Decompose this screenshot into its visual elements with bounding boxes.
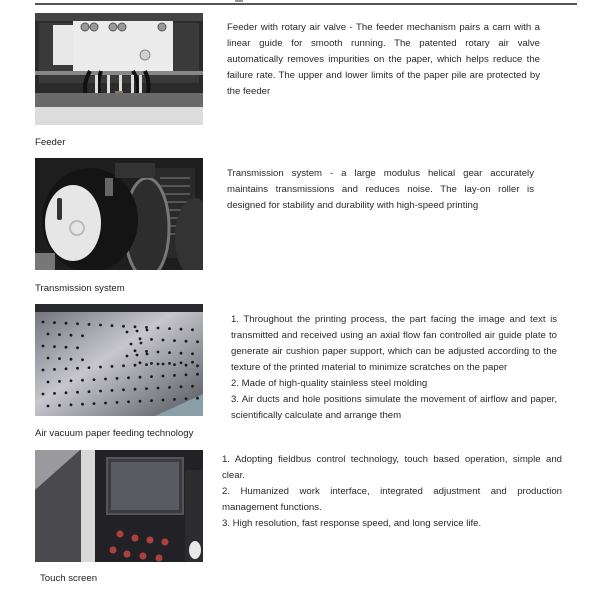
perforation-hole <box>58 333 61 336</box>
perforation-hole <box>139 376 142 379</box>
air-vacuum-photo <box>35 304 203 416</box>
transmission-photo <box>35 158 203 270</box>
touch-screen-point-2: 2. Humanized work interface, integrated adjustment and production management functions. <box>222 486 562 513</box>
perforation-hole <box>126 331 129 334</box>
perforation-hole <box>180 352 183 355</box>
perforation-hole <box>70 379 73 382</box>
perforation-hole <box>42 345 45 348</box>
perforation-hole <box>157 387 160 390</box>
perforation-hole <box>111 365 114 368</box>
perforation-hole <box>70 358 73 361</box>
perforation-hole <box>173 398 176 401</box>
feeder-photo <box>35 13 203 125</box>
perforation-hole <box>168 351 171 354</box>
perforation-hole <box>53 321 56 324</box>
perforation-hole <box>168 362 171 365</box>
perforation-hole <box>139 400 142 403</box>
feeder-description <box>227 20 540 100</box>
perforation-hole <box>53 392 56 395</box>
perforation-hole <box>76 391 79 394</box>
feeder-description-paragraph: Feeder with rotary air valve - The feeder mechanism pairs a cam with a linear guide for smooth running. The patented rotary air valve automatically removes impurities on the paper, which helps reduce the failure rate. The upper and lower limits of the paper pile are protected by the feeder <box>227 22 540 97</box>
perforation-hole <box>116 401 119 404</box>
perforation-hole <box>150 375 153 378</box>
perforation-hole <box>146 353 149 356</box>
perforation-hole <box>76 322 79 325</box>
perforation-hole <box>139 361 142 364</box>
perforation-hole <box>126 355 129 358</box>
perforation-hole <box>81 334 84 337</box>
perforation-hole <box>99 324 102 327</box>
perforation-hole <box>47 381 50 384</box>
perforation-hole <box>196 397 199 400</box>
touch-screen-caption: Touch screen <box>40 573 98 584</box>
perforation-hole <box>191 328 194 331</box>
perforation-hole <box>76 346 79 349</box>
air-vacuum-point-1: 1. Throughout the printing process, the part facing the image and text is transmitted and received using an axial flow fan controlled air guide plate to generate air cushion paper support, which can be adjusted according to the texture of the printed material to minimize scratches on the paper <box>231 314 557 373</box>
perforation-hole <box>58 357 61 360</box>
perforation-hole <box>127 376 130 379</box>
touch-screen-photo <box>35 450 203 562</box>
perforation-hole <box>191 361 194 364</box>
perforation-hole <box>196 364 199 367</box>
perforation-hole <box>116 377 119 380</box>
perforation-hole <box>111 324 114 327</box>
perforation-hole <box>145 387 148 390</box>
perforation-hole <box>65 322 68 325</box>
perforation-hole <box>70 334 73 337</box>
perforation-hole <box>180 361 183 364</box>
perforation-hole <box>136 330 139 333</box>
perforation-hole <box>58 404 61 407</box>
perforation-hole <box>145 350 148 353</box>
top-divider-rule <box>35 3 577 5</box>
perforation-hole <box>47 333 50 336</box>
perforation-hole <box>136 354 139 357</box>
perforation-hole <box>93 402 96 405</box>
perforation-hole <box>173 339 176 342</box>
perforation-hole <box>185 397 188 400</box>
perforation-hole <box>99 366 102 369</box>
perforation-hole <box>173 374 176 377</box>
perforation-hole <box>185 340 188 343</box>
perforation-hole <box>53 345 56 348</box>
touch-screen-point-3: 3. High resolution, fast response speed, and long service life. <box>222 518 482 529</box>
perforation-hole <box>150 362 153 365</box>
perforation-hole <box>42 393 45 396</box>
perforation-hole <box>168 327 171 330</box>
perforation-hole <box>140 342 143 345</box>
perforation-hole <box>196 340 199 343</box>
perforation-hole <box>173 363 176 366</box>
perforation-hole <box>65 346 68 349</box>
perforation-hole <box>139 337 142 340</box>
perforation-hole <box>81 379 84 382</box>
perforation-hole <box>81 403 84 406</box>
feeder-caption: Feeder <box>35 137 66 148</box>
air-vacuum-point-3: 3. Air ducts and hole positions simulate the movement of airflow and paper, scientifically calculate and arrange them <box>231 394 557 421</box>
perforation-hole <box>99 390 102 393</box>
perforation-hole <box>127 400 130 403</box>
air-vacuum-description <box>231 312 557 424</box>
perforation-hole <box>70 403 73 406</box>
air-vacuum-caption: Air vacuum paper feeding technology <box>35 428 194 439</box>
transmission-description-paragraph: Transmission system - a large modulus helical gear accurately maintains transmissions and reduces noise. The lay-on roller is designed for stability and durability with high-speed printing <box>227 168 534 211</box>
perforation-hole <box>134 388 137 391</box>
perforation-hole <box>93 378 96 381</box>
perforation-hole <box>122 364 125 367</box>
perforation-hole <box>145 326 148 329</box>
perforation-hole <box>157 327 160 330</box>
perforation-hole <box>104 402 107 405</box>
perforation-hole <box>58 380 61 383</box>
perforation-hole <box>42 369 45 372</box>
perforation-hole <box>191 385 194 388</box>
perforation-hole <box>122 325 125 328</box>
perforation-hole <box>65 391 68 394</box>
perforation-hole <box>104 378 107 381</box>
perforation-hole <box>185 364 188 367</box>
perforation-hole <box>162 375 165 378</box>
perforation-hole <box>180 328 183 331</box>
perforation-hole <box>42 321 45 324</box>
perforation-hole <box>185 373 188 376</box>
perforation-hole <box>150 338 153 341</box>
perforation-hole <box>157 351 160 354</box>
perforation-hole <box>150 399 153 402</box>
perforation-hole <box>168 386 171 389</box>
cropped-heading-fragment <box>235 0 243 2</box>
perforation-hole <box>130 343 133 346</box>
perforation-hole <box>134 349 137 352</box>
perforation-hole <box>145 363 148 366</box>
perforation-hole <box>191 352 194 355</box>
perforation-hole <box>53 368 56 371</box>
perforation-hole <box>88 366 91 369</box>
air-vacuum-point-2: 2. Made of high-quality stainless steel molding <box>231 378 428 389</box>
transmission-description <box>227 166 534 214</box>
perforation-hole <box>162 339 165 342</box>
perforation-hole <box>111 389 114 392</box>
perforation-hole <box>134 325 137 328</box>
perforation-hole <box>47 357 50 360</box>
perforation-hole <box>76 367 79 370</box>
perforation-hole <box>162 363 165 366</box>
perforation-hole <box>81 358 84 361</box>
perforation-hole <box>122 388 125 391</box>
perforation-hole <box>88 390 91 393</box>
perforation-hole <box>65 367 68 370</box>
perforation-hole <box>196 373 199 376</box>
perforation-hole <box>157 363 160 366</box>
perforation-hole <box>88 323 91 326</box>
perforation-hole <box>134 364 137 367</box>
perforation-hole <box>162 399 165 402</box>
perforation-hole <box>47 405 50 408</box>
touch-screen-point-1: 1. Adopting fieldbus control technology, touch based operation, simple and clear. <box>222 454 562 481</box>
perforation-hole <box>146 329 149 332</box>
transmission-caption: Transmission system <box>35 283 125 294</box>
perforation-hole <box>180 385 183 388</box>
touch-screen-description <box>222 452 562 532</box>
